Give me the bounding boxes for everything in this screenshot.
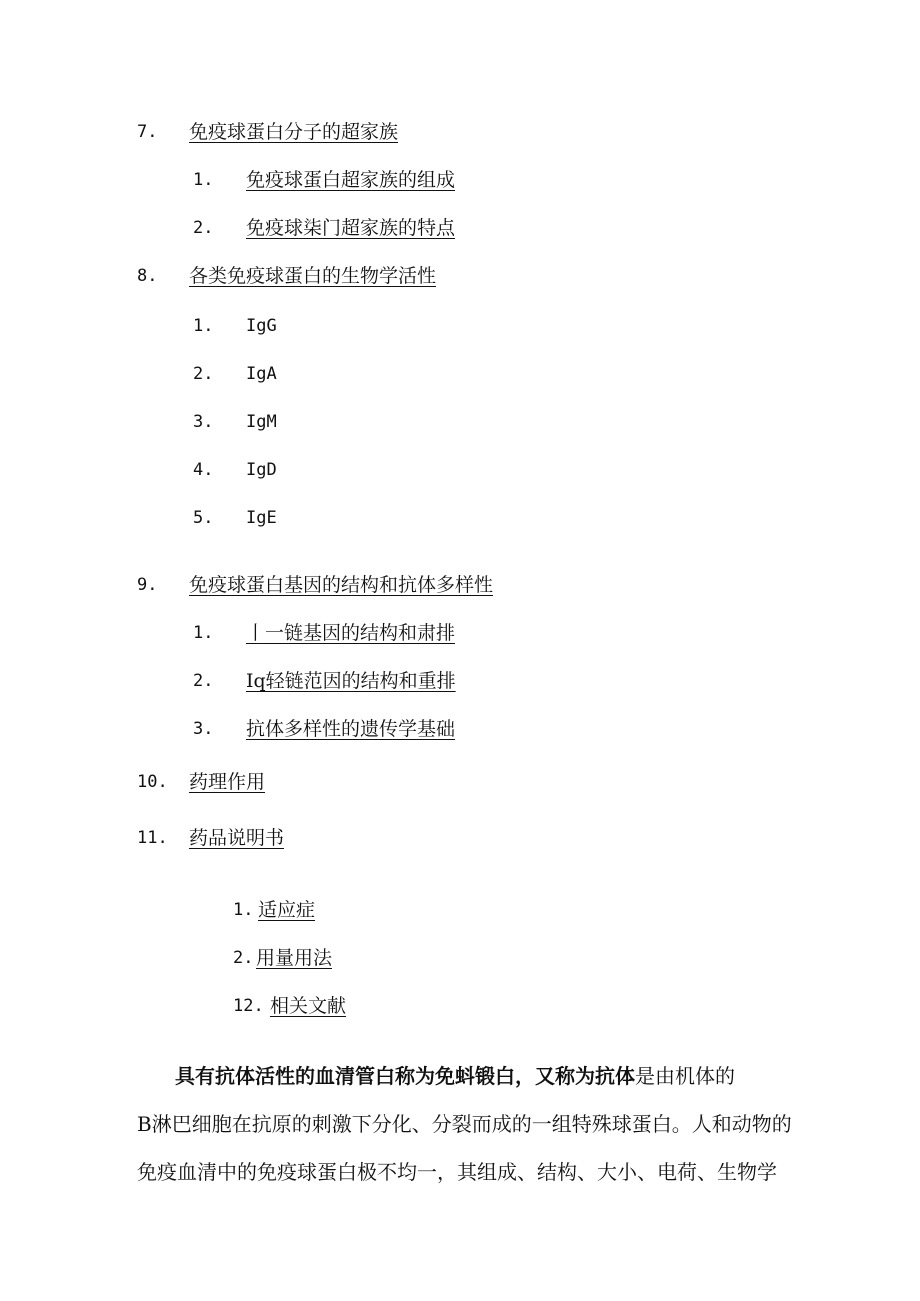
- toc-number: 11.: [137, 828, 168, 848]
- toc-link[interactable]: 各类免疫球蛋白的生物学活性: [189, 265, 437, 287]
- toc-link[interactable]: 免疫球柒门超家族的特点: [246, 217, 456, 239]
- toc-link[interactable]: 免疫球蛋白分子的超家族: [189, 121, 399, 143]
- toc-link[interactable]: 抗体多样性的遗传学基础: [246, 718, 456, 740]
- toc-text: IgE: [246, 508, 277, 528]
- toc-number: 1.: [193, 623, 214, 643]
- toc-number: 2.: [233, 948, 254, 968]
- bold-definition: 具有抗体活性的血清管白称为免蚪锻白，又称为抗体: [175, 1064, 635, 1088]
- toc-text: IgG: [246, 316, 277, 336]
- toc-link[interactable]: Iq轻链范因的结构和重排: [246, 670, 456, 692]
- toc-number: 12.: [233, 996, 264, 1016]
- toc-number: 2.: [193, 671, 214, 691]
- paragraph-line-2: B淋巴细胞在抗原的刺激下分化、分裂而成的一组特殊球蛋白。人和动物的: [137, 1112, 792, 1136]
- toc-number: 10.: [137, 772, 168, 792]
- toc-link[interactable]: 丨一链基因的结构和肃排: [246, 622, 456, 644]
- toc-number: 8.: [137, 266, 158, 286]
- toc-number: 3.: [193, 412, 214, 432]
- toc-link[interactable]: 相关文献: [270, 995, 347, 1017]
- toc-link[interactable]: 用量用法: [256, 947, 333, 969]
- toc-number: 5.: [193, 508, 214, 528]
- toc-text: IgA: [246, 364, 277, 384]
- toc-number: 1.: [193, 316, 214, 336]
- toc-link[interactable]: 药品说明书: [189, 827, 285, 849]
- toc-text: IgD: [246, 460, 277, 480]
- toc-number: 2.: [193, 218, 214, 238]
- toc-number: 1.: [193, 170, 214, 190]
- paragraph-line-3: 免疫血清中的免疫球蛋白极不均一，其组成、结构、大小、电荷、生物学: [137, 1160, 777, 1184]
- toc-text: IgM: [246, 412, 277, 432]
- toc-number: 2.: [193, 364, 214, 384]
- toc-number: 7.: [137, 122, 158, 142]
- toc-link[interactable]: 免疫球蛋白基因的结构和抗体多样性: [189, 574, 494, 596]
- toc-number: 1.: [233, 900, 254, 920]
- paragraph-line-1: [175, 1061, 735, 1091]
- toc-number: 9.: [137, 575, 158, 595]
- toc-link[interactable]: 药理作用: [189, 771, 266, 793]
- toc-link[interactable]: 免疫球蛋白超家族的组成: [246, 169, 456, 191]
- toc-number: 4.: [193, 460, 214, 480]
- paragraph-text: 是由机体的: [635, 1064, 735, 1088]
- toc-number: 3.: [193, 719, 214, 739]
- toc-link[interactable]: 适应症: [258, 899, 316, 921]
